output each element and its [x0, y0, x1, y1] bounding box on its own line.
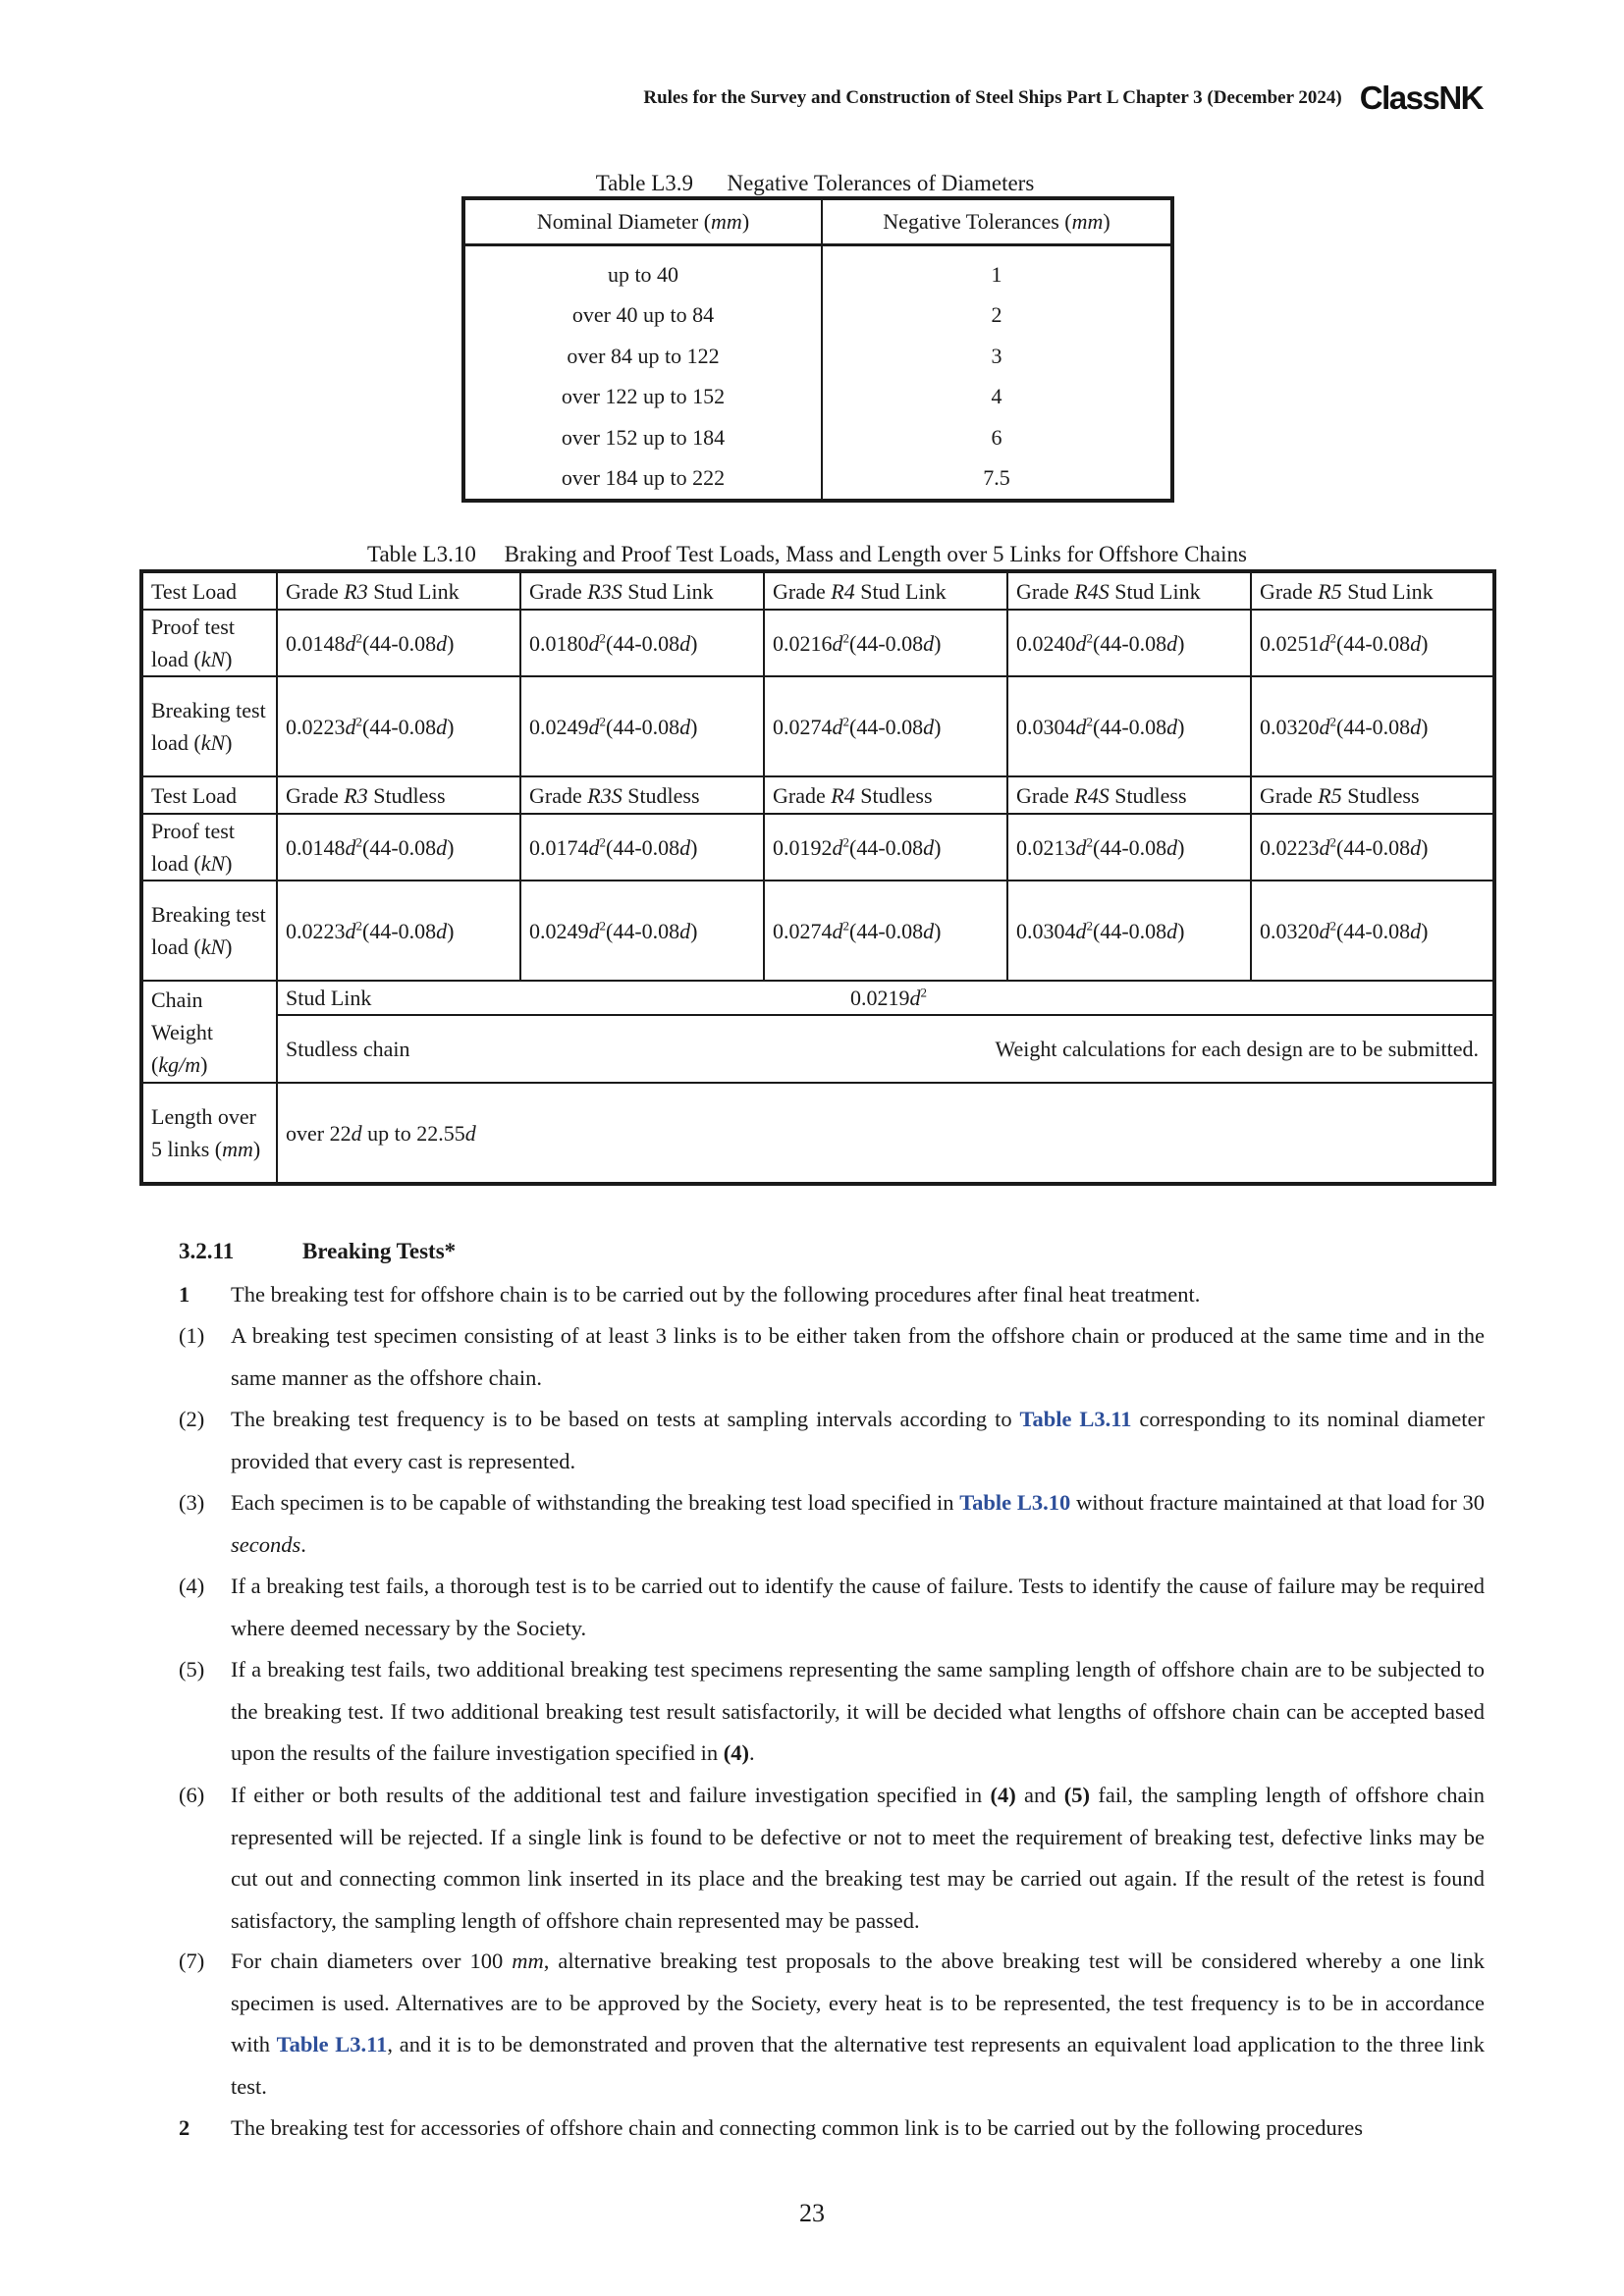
table-cell: Proof test load (kN)	[141, 814, 277, 881]
table-row	[463, 336, 1172, 377]
table-cell: Grade R4 Stud Link	[764, 571, 1007, 610]
formula-cell: $0.0223d^2(44-0.08d)$	[277, 676, 520, 776]
table-link[interactable]: Table L3.11	[1019, 1407, 1132, 1431]
formula-cell: $0.0274d^2(44-0.08d)$	[764, 881, 1007, 981]
paragraph-marker: (6)	[179, 1783, 205, 1807]
formula-cell: $0.0304d^2(44-0.08d)$	[1007, 676, 1251, 776]
studless-chain-label: Studless chain	[286, 1037, 410, 1062]
table-cell: over 152 up to 184	[463, 417, 822, 458]
paragraph	[179, 2108, 1485, 2150]
table-row	[463, 417, 1172, 458]
paragraph-marker: 2	[179, 2115, 190, 2140]
paragraph-text: The breaking test for offshore chain is to be carried out by the following procedures after final heat treatment.	[231, 1282, 1201, 1307]
table-row	[141, 881, 1494, 981]
paragraph	[179, 1315, 1485, 1399]
table-cell: 1	[991, 261, 1002, 287]
paragraph	[179, 1775, 1485, 1942]
table-cell: Length over 5 links (mm)	[141, 1083, 277, 1184]
table-cell: Test Load	[141, 571, 277, 610]
paragraph-text: The breaking test frequency is to be based on tests at sampling intervals according to Table L3.11 corresponding to its nominal diameter provided that every cast is represented.	[231, 1407, 1485, 1473]
paragraph-text: If a breaking test fails, two additional breaking test specimens representing the same sampling length of offshore chain are to be subjected to the breaking test. If two additional breaking test result satisfactorily, it will be decided what lengths of offshore chain can be accepted based upon the results of the failure investigation specified in (4).	[231, 1657, 1485, 1765]
paragraph	[179, 1399, 1485, 1482]
table-cell: Grade R3S Stud Link	[520, 571, 764, 610]
paragraph	[179, 1482, 1485, 1566]
table-row	[463, 458, 1172, 502]
paragraph-marker: (7)	[179, 1949, 205, 1973]
table-cell: Grade R5 Studless	[1251, 776, 1494, 814]
formula-cell: $0.0180d^2(44-0.08d)$	[520, 610, 764, 676]
formula-cell: $0.0148d^2(44-0.08d)$	[277, 610, 520, 676]
formula-cell: $0.0249d^2(44-0.08d)$	[520, 881, 764, 981]
table-cell: over 184 up to 222	[463, 458, 822, 502]
table-cell: Breaking test load (kN)	[141, 881, 277, 981]
section-number: 3.2.11	[179, 1239, 235, 1263]
paragraph-marker: (3)	[179, 1490, 205, 1515]
formula-cell: $0.0251d^2(44-0.08d)$	[1251, 610, 1494, 676]
formula-cell: $0.0320d^2(44-0.08d)$	[1251, 676, 1494, 776]
formula-cell: $0.0274d^2(44-0.08d)$	[764, 676, 1007, 776]
formula-cell: $0.0223d^2(44-0.08d)$	[277, 881, 520, 981]
table-l3-10-caption: Table L3.10 Braking and Proof Test Loads, Mass and Length over 5 Links for Offshore Chains	[367, 542, 1247, 566]
section-heading	[179, 1239, 456, 1264]
table9-col-nominal-diameter: Nominal Diameter (mm)	[463, 198, 822, 245]
paragraph-marker: (5)	[179, 1657, 205, 1682]
table-cell: over 84 up to 122	[463, 336, 822, 377]
table-row	[141, 610, 1494, 676]
paragraph	[179, 1941, 1485, 2108]
paragraph	[179, 1649, 1485, 1775]
table-cell	[277, 1015, 1494, 1083]
page-header	[137, 77, 1483, 120]
paragraph	[179, 1566, 1485, 1649]
table-row	[463, 295, 1172, 337]
section-title: Breaking Tests*	[302, 1239, 457, 1263]
table-cell: 2	[991, 302, 1002, 328]
header-title: Rules for the Survey and Construction of Steel Ships Part L Chapter 3 (December 2024)	[643, 87, 1342, 108]
formula-cell: $0.0216d^2(44-0.08d)$	[764, 610, 1007, 676]
table-row	[141, 676, 1494, 776]
table-l3-9	[461, 196, 1174, 503]
table-cell: Grade R3 Stud Link	[277, 571, 520, 610]
paragraph-text: If a breaking test fails, a thorough test is to be carried out to identify the cause of failure. Tests to identify the cause of failure may be required where deemed necessary by the Society.	[231, 1574, 1485, 1640]
table-cell: up to 40	[463, 245, 822, 295]
table-cell: Grade R3 Studless	[277, 776, 520, 814]
table-cell: Stud Link	[277, 981, 764, 1015]
table-cell: Grade R4S Studless	[1007, 776, 1251, 814]
formula-cell: $0.0213d^2(44-0.08d)$	[1007, 814, 1251, 881]
paragraph-text: If either or both results of the additional test and failure investigation specified in (4) and (5) fail, the sampling length of offshore chain represented will be rejected. If a single link is found to be defective or not to meet the requirement of breaking test, defective links may be cut out and connecting common link inserted in its place and the breaking test may be carried out again. If the result of the retest is found satisfactory, the sampling length of offshore chain represented may be passed.	[231, 1783, 1485, 1933]
formula-cell: $0.0249d^2(44-0.08d)$	[520, 676, 764, 776]
table-cell: Breaking test load (kN)	[141, 676, 277, 776]
table-cell: 4	[991, 384, 1002, 409]
formula-cell: $0.0240d^2(44-0.08d)$	[1007, 610, 1251, 676]
table-row	[141, 776, 1494, 814]
table-l3-9-caption: Table L3.9 Negative Tolerances of Diameters	[595, 171, 1035, 195]
formula-cell: over 22d up to 22.55d	[277, 1083, 1494, 1184]
table-row	[141, 1015, 1494, 1083]
formula-cell: $0.0192d^2(44-0.08d)$	[764, 814, 1007, 881]
table-cell: Grade R4S Stud Link	[1007, 571, 1251, 610]
table-cell: over 122 up to 152	[463, 377, 822, 418]
table-cell: over 40 up to 84	[463, 295, 822, 337]
paragraph-text: A breaking test specimen consisting of at least 3 links is to be either taken from the offshore chain or produced at the same time and in the same manner as the offshore chain.	[231, 1323, 1485, 1390]
formula-cell: $0.0174d^2(44-0.08d)$	[520, 814, 764, 881]
table-cell: Grade R5 Stud Link	[1251, 571, 1494, 610]
table-row	[141, 571, 1494, 610]
table-row	[141, 814, 1494, 881]
studless-chain-value: Weight calculations for each design are to be submitted.	[995, 1037, 1479, 1062]
paragraph-text: Each specimen is to be capable of withstanding the breaking test load specified in Table L3.10 without fracture maintained at that load for 30 seconds.	[231, 1490, 1486, 1557]
formula-cell: $0.0219d^2$	[764, 981, 1494, 1015]
paragraph-marker: (2)	[179, 1407, 205, 1431]
table-cell: Proof test load (kN)	[141, 610, 277, 676]
formula-cell: $0.0304d^2(44-0.08d)$	[1007, 881, 1251, 981]
table-link[interactable]: Table L3.10	[959, 1490, 1071, 1515]
table-cell: Grade R3S Studless	[520, 776, 764, 814]
table-cell: 7.5	[983, 465, 1010, 491]
table-row	[141, 1083, 1494, 1184]
paragraph-marker: 1	[179, 1282, 190, 1307]
table-cell: Chain Weight (kg/m)	[141, 981, 277, 1083]
formula-cell: $0.0223d^2(44-0.08d)$	[1251, 814, 1494, 881]
table-row	[463, 245, 1172, 295]
table-cell: 6	[991, 424, 1002, 450]
paragraph	[179, 1274, 1485, 1316]
paragraph-marker: (4)	[179, 1574, 205, 1598]
table-cell: Test Load	[141, 776, 277, 814]
paragraph-text: The breaking test for accessories of offshore chain and connecting common link is to be carried out by the following procedures	[231, 2115, 1363, 2140]
table-l3-10	[139, 569, 1496, 1186]
formula-cell: $0.0320d^2(44-0.08d)$	[1251, 881, 1494, 981]
table-row	[463, 377, 1172, 418]
formula-cell: $0.0148d^2(44-0.08d)$	[277, 814, 520, 881]
paragraph-marker: (1)	[179, 1323, 205, 1348]
table9-col-negative-tolerances: Negative Tolerances (mm)	[822, 198, 1172, 245]
table-row	[141, 981, 1494, 1015]
page-number: 23	[799, 2199, 825, 2227]
classnk-logo: ClassNK	[1359, 80, 1483, 116]
paragraph-text: For chain diameters over 100 mm, alternative breaking test proposals to the above breaking test will be considered whereby a one link specimen is used. Alternatives are to be approved by the Society, every heat is to be represented, the test frequency is to be in accordance with Table L3.11, and it is to be demonstrated and proven that the alternative test represents an equivalent load application to the three link test.	[231, 1949, 1485, 2099]
table-link[interactable]: Table L3.11	[276, 2032, 388, 2056]
table-cell: 3	[991, 343, 1002, 368]
table-cell: Grade R4 Studless	[764, 776, 1007, 814]
